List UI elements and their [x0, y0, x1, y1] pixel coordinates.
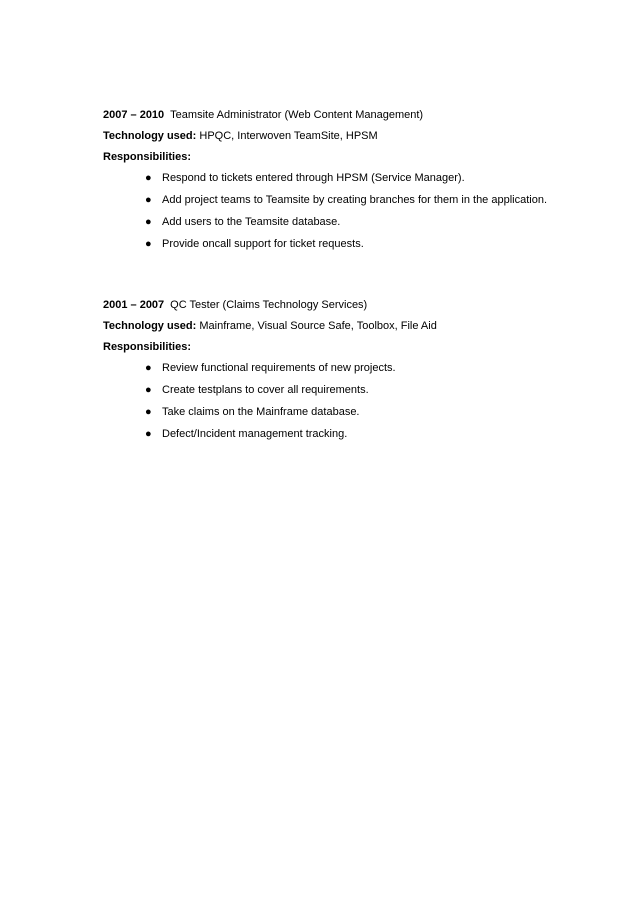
job-entry-qc-tester: [103, 297, 603, 448]
list-item: [103, 170, 603, 192]
technology-label: Technology used:: [103, 320, 197, 332]
responsibility-text: Take claims on the Mainframe database.: [162, 406, 360, 418]
responsibilities-list: [103, 360, 603, 448]
bullet-icon: ●: [145, 194, 152, 206]
responsibility-text: Add users to the Teamsite database.: [162, 216, 341, 228]
responsibility-text: Create testplans to cover all requirements.: [162, 384, 369, 396]
list-item: [103, 382, 603, 404]
bullet-icon: ●: [145, 172, 152, 184]
list-item: [103, 426, 603, 448]
responsibilities-label: Responsibilities:: [103, 151, 192, 163]
bullet-icon: ●: [145, 362, 152, 374]
bullet-icon: ●: [145, 384, 152, 396]
technology-line: [103, 128, 603, 149]
job-years: 2001 – 2007: [103, 299, 165, 311]
technology-value: Mainframe, Visual Source Safe, Toolbox, File Aid: [199, 320, 437, 332]
responsibilities-list: [103, 170, 603, 258]
bullet-icon: ●: [145, 238, 152, 250]
list-item: [103, 236, 603, 258]
job-heading: [103, 297, 603, 318]
job-heading: [103, 107, 603, 128]
bullet-icon: ●: [145, 428, 152, 440]
job-title: QC Tester (Claims Technology Services): [170, 299, 368, 311]
responsibility-text: Provide oncall support for ticket requests.: [162, 238, 364, 250]
responsibility-text: Add project teams to Teamsite by creating branches for them in the application.: [162, 194, 548, 206]
job-years: 2007 – 2010: [103, 109, 165, 121]
responsibilities-label: Responsibilities:: [103, 341, 192, 353]
list-item: [103, 360, 603, 382]
responsibility-text: Review functional requirements of new projects.: [162, 362, 396, 374]
responsibility-text: Respond to tickets entered through HPSM (Service Manager).: [162, 172, 465, 184]
list-item: [103, 404, 603, 426]
list-item: [103, 214, 603, 236]
technology-value: HPQC, Interwoven TeamSite, HPSM: [199, 130, 378, 142]
technology-label: Technology used:: [103, 130, 197, 142]
bullet-icon: ●: [145, 216, 152, 228]
responsibility-text: Defect/Incident management tracking.: [162, 428, 348, 440]
job-entry-teamsite-administrator: [103, 107, 603, 258]
technology-line: [103, 318, 603, 339]
job-title: Teamsite Administrator (Web Content Management): [170, 109, 424, 121]
bullet-icon: ●: [145, 406, 152, 418]
list-item: [103, 192, 603, 214]
